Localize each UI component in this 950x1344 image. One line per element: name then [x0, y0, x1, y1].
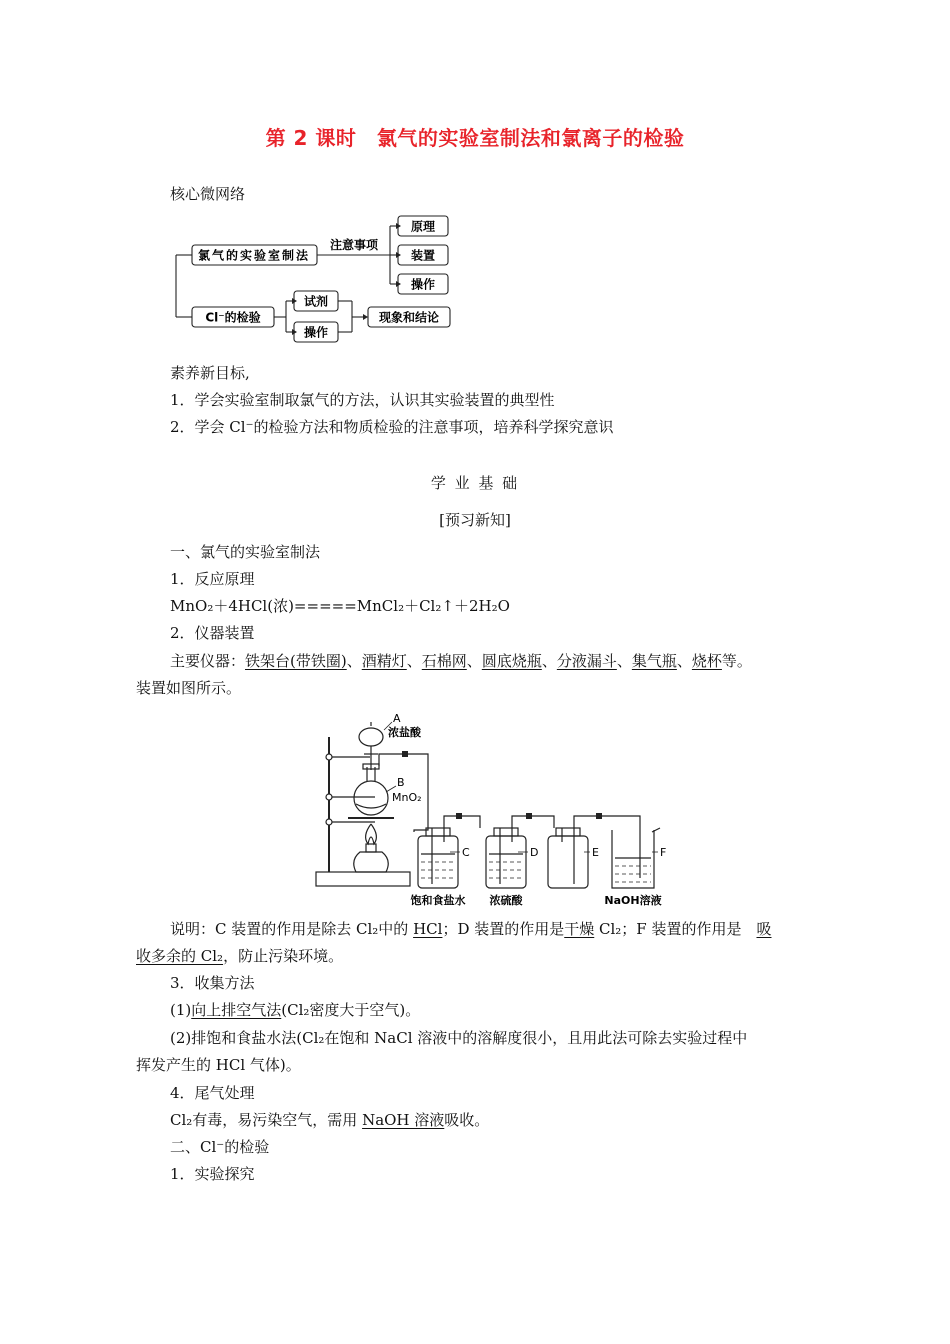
concept-network: [160, 208, 460, 344]
collect-method-1: (1)向上排空气法(Cl₂密度大于空气)。: [170, 1001, 421, 1019]
answer-naoh: NaOH 溶液: [362, 1111, 445, 1129]
explain-line1: 说明：C 装置的作用是除去 Cl₂中的 HCl；D 装置的作用是干燥 Cl₂；F 装置的作用是 吸: [170, 920, 772, 938]
node-operation: 操作: [303, 325, 329, 340]
instruments-suffix: 等。: [721, 652, 752, 670]
leaf-principle: 原理: [410, 219, 436, 234]
instrument-item: 烧杯: [691, 652, 722, 670]
experiment-title: 1．实验探究: [170, 1165, 255, 1183]
principle-title: 1．反应原理: [170, 570, 255, 588]
edge-label: 注意事项: [329, 238, 379, 252]
label-F: F: [660, 846, 667, 859]
objectives-heading: 素养新目标,: [170, 364, 250, 382]
leaf-apparatus: 装置: [410, 248, 436, 263]
leaf-operation: 操作: [410, 277, 436, 292]
instrument-item: 集气瓶: [631, 652, 677, 670]
objective-2: 2．学会 Cl⁻的检验方法和物质检验的注意事项，培养科学探究意识: [170, 418, 614, 436]
tail-gas-text: Cl₂有毒，易污染空气，需用 NaOH 溶液吸收。: [170, 1111, 490, 1129]
node-result: 现象和结论: [378, 310, 440, 325]
caption-D: 浓硫酸: [489, 894, 523, 907]
instruments-prefix: 主要仪器：: [170, 652, 246, 670]
label-E: E: [592, 846, 599, 859]
node-reagent: 试剂: [303, 294, 329, 309]
instrument-item: 石棉网: [421, 652, 467, 670]
part1-heading: 一、氯气的实验室制法: [170, 543, 321, 561]
network-heading: 核心微网络: [170, 185, 246, 203]
section-title: 学 业 基 础: [430, 474, 520, 492]
objective-1: 1．学会实验室制取氯气的方法，认识其实验装置的典型性: [170, 391, 555, 409]
collect-method-2: (2)排饱和食盐水法(Cl₂在饱和 NaCl 溶液中的溶解度很小，且用此法可除去实验过程中: [170, 1029, 748, 1047]
label-A: A: [393, 712, 401, 725]
answer-hcl: HCl: [413, 920, 443, 938]
tail-gas-title: 4．尾气处理: [170, 1084, 255, 1102]
label-D: D: [530, 846, 539, 859]
caption-F: NaOH溶液: [604, 894, 662, 907]
label-B-reagent: MnO₂: [392, 791, 422, 804]
apparatus-title: 2．仪器装置: [170, 624, 255, 642]
label-A-reagent: 浓盐酸: [388, 726, 421, 739]
collect-title: 3．收集方法: [170, 974, 255, 992]
instrument-item: 酒精灯: [361, 652, 407, 670]
instrument-item: 圆底烧瓶: [481, 652, 542, 670]
instrument-item: 分液漏斗: [556, 652, 617, 670]
node-prep-label: 氯气的实验室制法: [197, 248, 311, 263]
explain-line2: 收多余的 Cl₂，防止污染环境。: [136, 947, 344, 965]
instruments-line2: 装置如图所示。: [136, 679, 242, 697]
node-test-label: Cl⁻的检验: [205, 310, 261, 325]
part2-heading: 二、Cl⁻的检验: [170, 1138, 270, 1156]
page-title: 第 2 课时 氯气的实验室制法和氯离子的检验: [265, 126, 685, 150]
apparatus-diagram: [300, 712, 700, 912]
answer-dry: 干燥: [564, 920, 595, 938]
reaction-equation: MnO₂＋4HCl(浓)=====MnCl₂＋Cl₂↑＋2H₂O: [170, 597, 510, 615]
answer-absorb-cont: 收多余的 Cl₂: [136, 947, 224, 965]
label-B: B: [397, 776, 405, 789]
answer-absorb: 吸: [756, 920, 772, 938]
instrument-item: 铁架台(带铁圈): [245, 652, 347, 670]
caption-C: 饱和食盐水: [410, 894, 466, 907]
answer-method: 向上排空气法: [191, 1001, 282, 1019]
instruments-line: 主要仪器：铁架台(带铁圈)、酒精灯、石棉网、圆底烧瓶、分液漏斗、集气瓶、烧杯等。: [170, 652, 752, 670]
collect-method-2-cont: 挥发产生的 HCl 气体)。: [136, 1056, 301, 1074]
subsection-title: [预习新知]: [439, 511, 511, 529]
label-C: C: [462, 846, 470, 859]
